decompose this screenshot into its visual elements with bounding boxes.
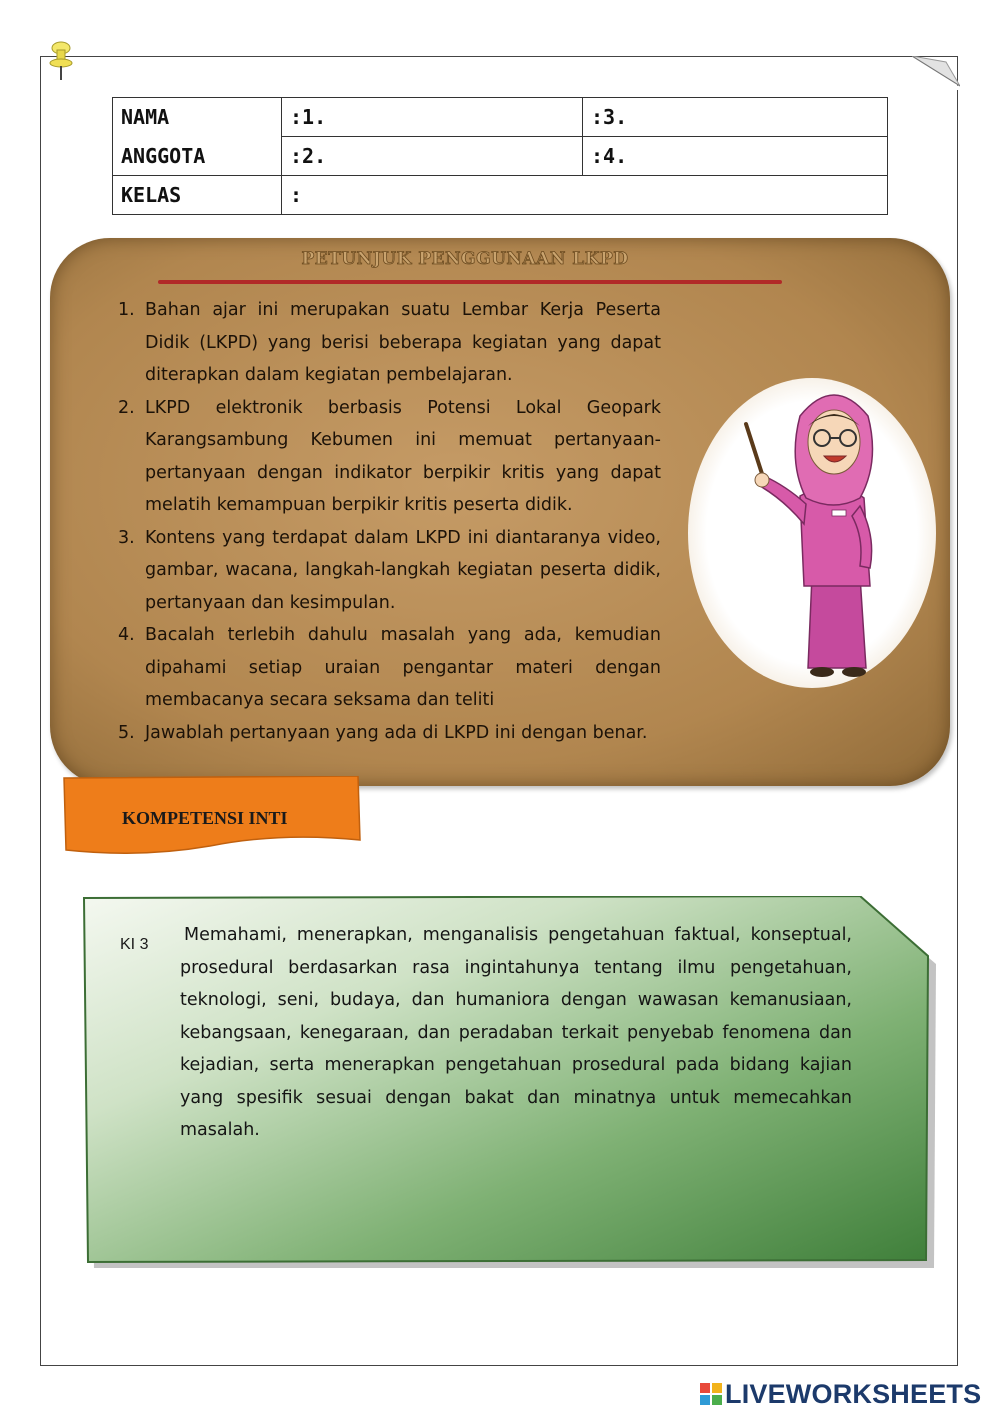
member-3-field[interactable]: :3. bbox=[583, 98, 888, 137]
instruction-text: Kontens yang terdapat dalam LKPD ini diantaranya video, gambar, wacana, langkah-langkah kegiatan peserta didik, pertanyaan dan kesimpulan. bbox=[145, 527, 661, 613]
instruction-item bbox=[118, 619, 661, 717]
instruction-text: Jawablah pertanyaan yang ada di LKPD ini dengan benar. bbox=[145, 722, 648, 743]
brand-name: LIVEWORKSHEETS bbox=[725, 1378, 982, 1409]
instruction-item bbox=[118, 392, 661, 522]
page-curl-icon bbox=[912, 56, 960, 90]
nama-label: NAMA bbox=[113, 98, 282, 137]
instruction-number: 4. bbox=[118, 625, 135, 645]
member-1-field[interactable]: :1. bbox=[282, 98, 583, 137]
instruction-number: 5. bbox=[118, 722, 135, 743]
instructions-list bbox=[118, 294, 661, 749]
instruction-number: 3. bbox=[118, 527, 135, 548]
title-underline bbox=[158, 280, 782, 284]
anggota-label: ANGGOTA bbox=[113, 137, 282, 176]
member-4-field[interactable]: :4. bbox=[583, 137, 888, 176]
instruction-number: 2. bbox=[118, 397, 135, 418]
kelas-field[interactable]: : bbox=[282, 176, 888, 215]
liveworksheets-mark-icon bbox=[700, 1383, 722, 1405]
pushpin-icon bbox=[46, 40, 76, 84]
instruction-text: LKPD elektronik berbasis Potensi Lokal Geopark Karangsambung Kebumen ini memuat pertanyaan-pertanyaan dengan indikator berpikir kritis yang dapat melatih kemampuan berpikir kritis peserta didik. bbox=[145, 397, 661, 515]
identity-table bbox=[112, 97, 888, 215]
teacher-illustration bbox=[700, 376, 920, 686]
instruction-item bbox=[118, 717, 705, 750]
kompetensi-title: KOMPETENSI INTI bbox=[122, 808, 288, 828]
instructions-title: PETUNJUK PENGGUNAAN LKPD bbox=[301, 249, 629, 269]
kelas-label: KELAS bbox=[113, 176, 282, 215]
instruction-item bbox=[118, 294, 661, 392]
ki-description: Memahami, menerapkan, menganalisis pengetahuan faktual, konseptual, prosedural berdasarkan rasa ingintahunya tentang ilmu pengetahuan, teknologi, seni, budaya, dan humaniora dengan wawasan kemanusiaan, kebangsaan, kenegaraan, dan peradaban terkait penyebab fenomena dan kejadian, serta menerapkan pengetahuan prosedural pada bidang kajian yang spesifik sesuai dengan bakat dan minatnya untuk memecahkan masalah. bbox=[180, 925, 852, 1140]
ki-label: KI 3 bbox=[120, 936, 149, 953]
member-2-field[interactable]: :2. bbox=[282, 137, 583, 176]
instruction-number: 1. bbox=[118, 300, 135, 320]
instruction-text: Bacalah terlebih dahulu masalah yang ada, kemudian dipahami setiap uraian pengantar materi dengan membacanya secara seksama dan teliti bbox=[145, 625, 661, 710]
instruction-text: Bahan ajar ini merupakan suatu Lembar Kerja Peserta Didik (LKPD) yang berisi beberapa kegiatan yang dapat diterapkan dalam kegiatan pembelajaran. bbox=[145, 300, 661, 385]
liveworksheets-logo bbox=[700, 1377, 981, 1411]
instruction-item bbox=[118, 522, 661, 620]
